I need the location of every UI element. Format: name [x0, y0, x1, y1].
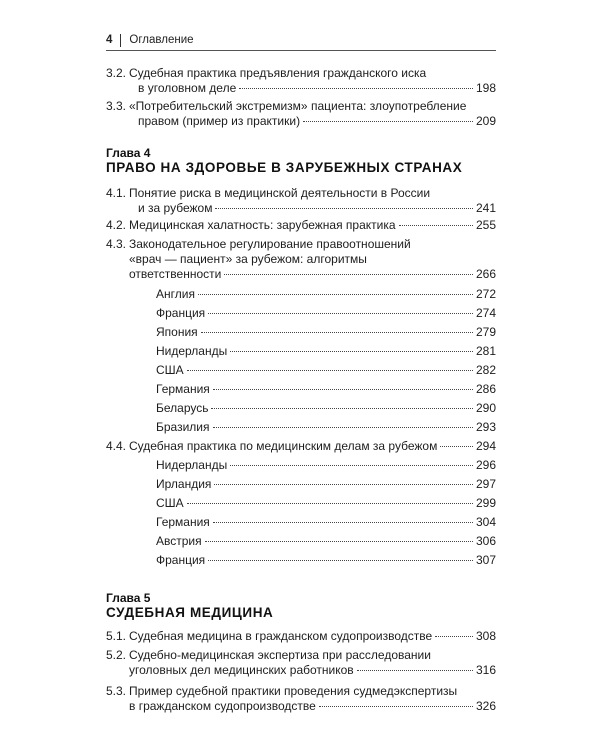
entry-number: 3.2.	[106, 66, 127, 80]
entry-title-line: Англия	[156, 287, 195, 301]
entry-last-line	[129, 663, 496, 678]
entry-number: 5.3.	[106, 684, 127, 698]
entry-title-line: ответственности	[129, 267, 222, 281]
chapter-title: ПРАВО НА ЗДОРОВЬЕ В ЗАРУБЕЖНЫХ СТРАНАХ	[106, 160, 463, 175]
entry-page: 316	[475, 663, 496, 677]
entry-title-line: Судебно-медицинская экспертиза при расследовании	[129, 648, 431, 662]
entry-title-line: Австрия	[156, 534, 202, 548]
entry-page: 266	[475, 267, 496, 281]
dot-leader	[230, 465, 473, 466]
entry-page: 255	[475, 218, 496, 232]
dot-leader	[208, 313, 473, 314]
header-rule	[106, 50, 496, 51]
entry-number: 5.2.	[106, 648, 127, 662]
entry-last-line	[156, 534, 496, 549]
entry-page: 304	[475, 515, 496, 529]
toc-entry	[106, 684, 496, 714]
entry-page: 274	[475, 306, 496, 320]
dot-leader	[213, 389, 473, 390]
toc-entry	[106, 629, 496, 644]
dot-leader	[187, 503, 473, 504]
entry-title-line: в уголовном деле	[138, 81, 237, 95]
header-title: Оглавление	[129, 34, 194, 46]
entry-number: 3.3.	[106, 99, 127, 113]
toc-entry	[106, 648, 496, 678]
dot-leader	[319, 706, 473, 707]
dot-leader	[213, 522, 473, 523]
toc-subentry	[106, 553, 496, 568]
entry-title-line: Германия	[156, 515, 210, 529]
dot-leader	[208, 560, 473, 561]
toc-entry	[106, 99, 496, 129]
entry-title-line: Бразилия	[156, 420, 210, 434]
entry-last-line	[156, 325, 496, 340]
dot-leader	[214, 484, 473, 485]
entry-page: 279	[475, 325, 496, 339]
entry-title-line: США	[156, 496, 184, 510]
entry-title-line: Законодательное регулирование правоотношений	[129, 237, 411, 251]
entry-page: 297	[475, 477, 496, 491]
dot-leader	[303, 121, 473, 122]
entry-last-line	[129, 218, 496, 233]
entry-last-line	[138, 201, 496, 216]
toc-subentry	[106, 420, 496, 435]
entry-last-line	[156, 401, 496, 416]
toc-subentry	[106, 325, 496, 340]
entry-last-line	[138, 81, 496, 96]
entry-title-line: Судебная практика предъявления гражданского иска	[129, 66, 427, 80]
entry-last-line	[156, 553, 496, 568]
header-separator	[120, 34, 121, 47]
entry-page: 307	[475, 553, 496, 567]
entry-title-line: Япония	[156, 325, 198, 339]
entry-last-line	[129, 439, 496, 454]
entry-title-line: Судебная практика по медицинским делам за рубежом	[129, 439, 438, 453]
entry-title-line: США	[156, 363, 184, 377]
dot-leader	[211, 408, 472, 409]
entry-page: 241	[475, 201, 496, 215]
entry-title-line: в гражданском судопроизводстве	[129, 699, 316, 713]
entry-number: 4.4.	[106, 439, 127, 453]
chapter-label: Глава 5	[106, 591, 151, 605]
entry-page: 296	[475, 458, 496, 472]
entry-last-line	[129, 629, 496, 644]
toc-entry	[106, 237, 496, 282]
entry-last-line	[156, 420, 496, 435]
entry-last-line	[156, 344, 496, 359]
entry-page: 272	[475, 287, 496, 301]
dot-leader	[215, 208, 473, 209]
toc-subentry	[106, 306, 496, 321]
entry-page: 282	[475, 363, 496, 377]
entry-title-line: Судебная медицина в гражданском судопроизводстве	[129, 629, 433, 643]
dot-leader	[230, 351, 473, 352]
entry-last-line	[156, 306, 496, 321]
entry-last-line	[129, 699, 496, 714]
entry-last-line	[138, 114, 496, 129]
dot-leader	[187, 370, 473, 371]
chapter-label: Глава 4	[106, 146, 151, 160]
entry-title-line: Франция	[156, 553, 206, 567]
entry-last-line	[156, 515, 496, 530]
toc-subentry	[106, 515, 496, 530]
entry-title-line: «врач — пациент» за рубежом: алгоритмы	[129, 252, 367, 266]
dot-leader	[224, 274, 473, 275]
entry-page: 326	[475, 699, 496, 713]
page-number: 4	[106, 34, 113, 46]
toc-subentry	[106, 382, 496, 397]
toc-subentry	[106, 458, 496, 473]
dot-leader	[435, 636, 473, 637]
entry-page: 198	[475, 81, 496, 95]
dot-leader	[239, 88, 473, 89]
entry-number: 4.1.	[106, 186, 127, 200]
entry-page: 293	[475, 420, 496, 434]
toc-subentry	[106, 401, 496, 416]
entry-number: 5.1.	[106, 629, 127, 643]
dot-leader	[399, 225, 473, 226]
dot-leader	[201, 332, 473, 333]
entry-last-line	[156, 458, 496, 473]
toc-entry	[106, 439, 496, 454]
entry-title-line: Медицинская халатность: зарубежная практика	[129, 218, 396, 232]
entry-title-line: Пример судебной практики проведения судмедэкспертизы	[129, 684, 458, 698]
dot-leader	[357, 670, 473, 671]
entry-number: 4.2.	[106, 218, 127, 232]
entry-title-line: Понятие риска в медицинской деятельности в России	[129, 186, 431, 200]
entry-last-line	[156, 496, 496, 511]
entry-title-line: уголовных дел медицинских работников	[129, 663, 354, 677]
entry-number: 4.3.	[106, 237, 127, 251]
toc-subentry	[106, 287, 496, 302]
entry-title-line: Ирландия	[156, 477, 212, 491]
entry-page: 299	[475, 496, 496, 510]
toc-subentry	[106, 477, 496, 492]
entry-title-line: правом (пример из практики)	[138, 114, 301, 128]
toc-entry	[106, 186, 496, 216]
toc-subentry	[106, 344, 496, 359]
entry-last-line	[156, 477, 496, 492]
entry-title-line: Франция	[156, 306, 206, 320]
dot-leader	[213, 427, 473, 428]
entry-title-line: Германия	[156, 382, 210, 396]
entry-page: 308	[475, 629, 496, 643]
entry-title-line: Нидерланды	[156, 344, 228, 358]
toc-subentry	[106, 496, 496, 511]
entry-last-line	[129, 267, 496, 282]
entry-page: 281	[475, 344, 496, 358]
entry-page: 286	[475, 382, 496, 396]
entry-page: 209	[475, 114, 496, 128]
dot-leader	[205, 541, 473, 542]
toc-entry	[106, 218, 496, 233]
entry-page: 290	[475, 401, 496, 415]
entry-title-line: Беларусь	[156, 401, 209, 415]
entry-title-line: Нидерланды	[156, 458, 228, 472]
entry-title-line: «Потребительский экстремизм» пациента: злоупотребление	[129, 99, 467, 113]
entry-last-line	[156, 287, 496, 302]
dot-leader	[440, 446, 473, 447]
entry-page: 294	[475, 439, 496, 453]
toc-subentry	[106, 534, 496, 549]
entry-last-line	[156, 382, 496, 397]
entry-title-line: и за рубежом	[138, 201, 213, 215]
dot-leader	[198, 294, 473, 295]
entry-page: 306	[475, 534, 496, 548]
running-header	[106, 33, 496, 47]
chapter-title: СУДЕБНАЯ МЕДИЦИНА	[106, 605, 274, 620]
entry-last-line	[156, 363, 496, 378]
toc-entry	[106, 66, 496, 96]
toc-subentry	[106, 363, 496, 378]
